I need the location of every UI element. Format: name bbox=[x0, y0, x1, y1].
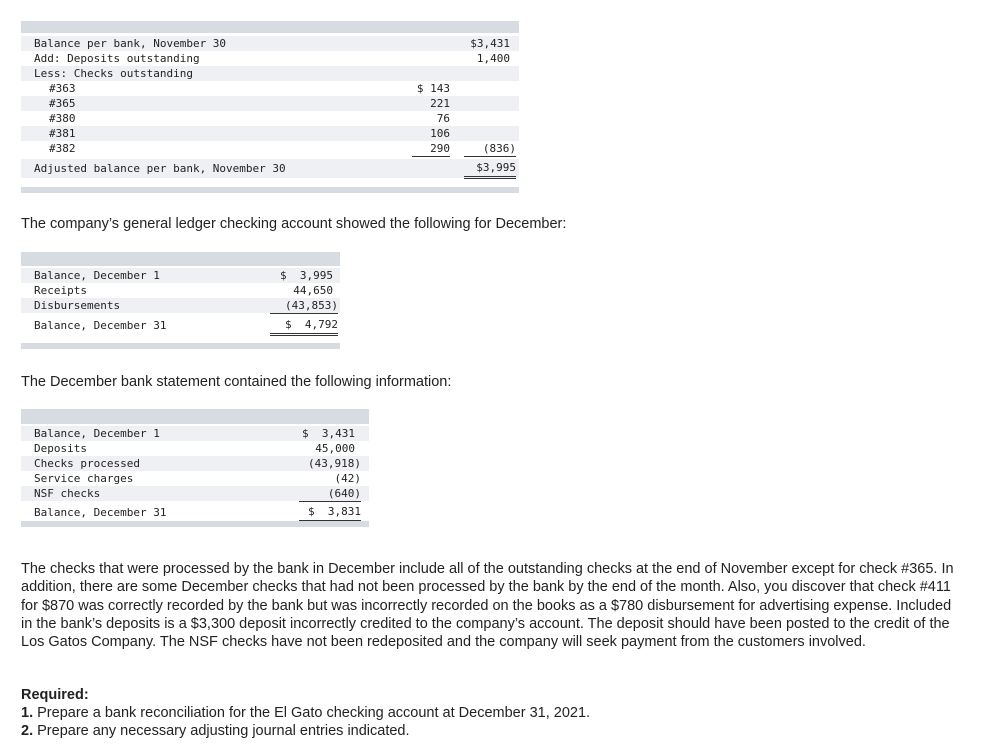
item-number: 2. bbox=[21, 723, 34, 739]
row-check-amount: 76 bbox=[436, 112, 450, 125]
row-amount: $3,431 bbox=[470, 37, 510, 50]
table-footer-bar bbox=[21, 343, 340, 349]
row-label: Balance, December 1 bbox=[34, 269, 160, 282]
row-label: #363 bbox=[49, 82, 76, 95]
row-label: Balance per bank, November 30 bbox=[34, 37, 227, 50]
row-label: Service charges bbox=[34, 472, 134, 485]
problem-paragraph: The checks that were processed by the bank in December include all of the outstanding checks at the end of November except for check #365. In addition, there are some December checks that had not been processed by the bank by the end of the month. Also, you discover that check #411 for $870 was correctly recorded by the bank but was incorrectly recorded on the books as a $780 disbursement for advertising expense. Included in the bank’s deposits is a $3,300 deposit incorrectly credited to the company’s account. The deposit should have been posted to the credit of the Los Gatos Company. The NSF checks have not been redeposited and the company will seek payment from the customers involved. bbox=[21, 561, 954, 651]
row-amount: 44,650 bbox=[293, 284, 333, 297]
row-label: #380 bbox=[49, 112, 76, 125]
required-heading: Required: bbox=[21, 687, 89, 703]
table-row bbox=[21, 426, 369, 441]
item-number: 1. bbox=[21, 705, 34, 721]
required-item-1 bbox=[21, 704, 590, 722]
table-row bbox=[21, 283, 340, 298]
table-row bbox=[21, 81, 519, 96]
required-item-2 bbox=[21, 722, 410, 740]
row-label: #382 bbox=[49, 142, 76, 155]
row-amount: 1,400 bbox=[476, 52, 510, 65]
table-row bbox=[21, 111, 519, 126]
table-row bbox=[21, 96, 519, 111]
row-label: Checks processed bbox=[34, 457, 140, 470]
table-row bbox=[21, 316, 340, 335]
row-amount: (43,853) bbox=[270, 298, 338, 314]
item-text: Prepare a bank reconciliation for the El Gato checking account at December 31, 2021. bbox=[37, 705, 591, 721]
table-row bbox=[21, 456, 369, 471]
table-row bbox=[21, 471, 369, 486]
row-check-amount: 221 bbox=[430, 97, 450, 110]
table-row bbox=[21, 51, 519, 66]
row-amount: $3,995 bbox=[464, 159, 516, 179]
row-label: Balance, December 31 bbox=[34, 506, 167, 519]
table-row bbox=[21, 66, 519, 81]
row-label: #365 bbox=[49, 97, 76, 110]
row-label: Disbursements bbox=[34, 299, 121, 312]
table-row bbox=[21, 441, 369, 456]
row-label: Deposits bbox=[34, 442, 87, 455]
row-label: Adjusted balance per bank, November 30 bbox=[34, 162, 286, 175]
table-row bbox=[21, 141, 519, 156]
row-label: #381 bbox=[49, 127, 76, 140]
row-label: Less: Checks outstanding bbox=[34, 67, 193, 80]
row-label: Balance, December 1 bbox=[34, 427, 160, 440]
table-footer-bar bbox=[21, 521, 369, 527]
row-label: NSF checks bbox=[34, 487, 101, 500]
row-amount: (640) bbox=[299, 486, 361, 502]
general-ledger-table bbox=[21, 252, 340, 349]
row-label: Balance, December 31 bbox=[34, 319, 167, 332]
table-row bbox=[21, 298, 340, 313]
row-amount: (42) bbox=[334, 472, 361, 485]
row-amount: $ 4,792 bbox=[270, 316, 338, 336]
row-amount: $ 3,831 bbox=[299, 503, 361, 523]
row-amount: (43,918) bbox=[308, 457, 361, 470]
table-row bbox=[21, 36, 519, 51]
row-label: Add: Deposits outstanding bbox=[34, 52, 200, 65]
row-label: Receipts bbox=[34, 284, 87, 297]
table-header-bar bbox=[21, 252, 340, 266]
bank-intro-text: The December bank statement contained the following information: bbox=[21, 374, 452, 390]
table-footer-bar bbox=[21, 187, 519, 193]
item-text: Prepare any necessary adjusting journal entries indicated. bbox=[37, 723, 410, 739]
bank-statement-table bbox=[21, 409, 369, 527]
table-row bbox=[21, 268, 340, 283]
table-header-bar bbox=[21, 21, 519, 33]
november-reconciliation-table bbox=[21, 21, 519, 193]
row-amount: $ 3,431 bbox=[302, 427, 355, 440]
row-amount: $ 3,995 bbox=[280, 269, 333, 282]
table-row bbox=[21, 486, 369, 501]
row-check-amount: 106 bbox=[430, 127, 450, 140]
row-check-amount: $ 143 bbox=[416, 82, 450, 95]
table-header-bar bbox=[21, 409, 369, 424]
table-row bbox=[21, 159, 519, 178]
row-amount: 45,000 bbox=[315, 442, 355, 455]
ledger-intro-text: The company’s general ledger checking account showed the following for December: bbox=[21, 216, 567, 232]
row-amount: (836) bbox=[464, 141, 516, 157]
table-row bbox=[21, 503, 369, 522]
row-check-amount: 290 bbox=[412, 141, 450, 157]
table-row bbox=[21, 126, 519, 141]
